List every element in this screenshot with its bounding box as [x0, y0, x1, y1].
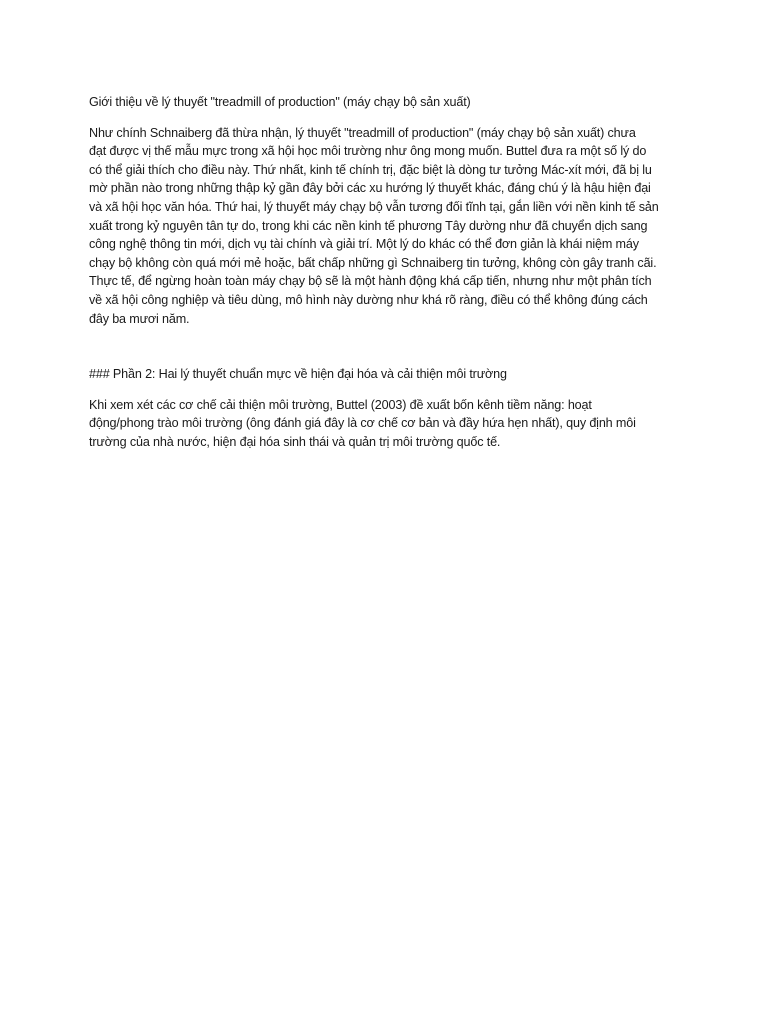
document-body	[89, 93, 687, 452]
section-spacer	[89, 328, 687, 365]
section-1-heading: Giới thiệu về lý thuyết "treadmill of production" (máy chạy bộ sản xuất)	[89, 95, 471, 109]
paragraph-line: động/phong trào môi trường (ông đánh giá đây là cơ chế cơ bản và đầy hứa hẹn nhất), quy định môi	[89, 416, 636, 431]
section-1-paragraph	[89, 124, 687, 329]
paragraph-line: Khi xem xét các cơ chế cải thiện môi trường, Buttel (2003) đề xuất bốn kênh tiềm năng: hoạt	[89, 397, 592, 412]
paragraph-line: mờ phần nào trong những thập kỷ gần đây bởi các xu hướng lý thuyết khác, đáng chú ý là hậu hiện đại	[89, 181, 651, 196]
paragraph-line: Thực tế, để ngừng hoàn toàn máy chạy bộ sẽ là một hành động khá cấp tiến, nhưng như một phân tích	[89, 274, 652, 289]
paragraph-line: trường của nhà nước, hiện đại hóa sinh thái và quản trị môi trường quốc tế.	[89, 434, 501, 449]
section-2-paragraph	[89, 396, 687, 452]
paragraph-line: và xã hội học văn hóa. Thứ hai, lý thuyết máy chạy bộ vẫn tương đối tĩnh tại, gắn liền với nền kinh tế sản	[89, 199, 659, 214]
paragraph-line: có thể giải thích cho điều này. Thứ nhất, kinh tế chính trị, đặc biệt là dòng tư tưởng Mác-xít mới, đã bị lu	[89, 162, 652, 177]
paragraph-line: đây ba mươi năm.	[89, 311, 190, 326]
paragraph-line: Như chính Schnaiberg đã thừa nhận, lý thuyết "treadmill of production" (máy chạy bộ sản xuất) chưa	[89, 125, 636, 140]
paragraph-line: đạt được vị thế mẫu mực trong xã hội học môi trường như ông mong muốn. Buttel đưa ra một số lý do	[89, 144, 647, 159]
paragraph-line: xuất trong kỷ nguyên tân tự do, trong khi các nền kinh tế phương Tây dường như đã chuyển dịch sang	[89, 218, 648, 233]
section-2-heading: ### Phần 2: Hai lý thuyết chuẩn mực về hiện đại hóa và cải thiện môi trường	[89, 367, 507, 382]
paragraph-line: về xã hội công nghiệp và tiêu dùng, mô hình này dường như khá rõ ràng, điều có thể không đúng cách	[89, 292, 648, 307]
paragraph-line: chạy bộ không còn quá mới mẻ hoặc, bất chấp những gì Schnaiberg tin tưởng, không còn gây tranh cãi.	[89, 255, 657, 270]
paragraph-line: công nghệ thông tin mới, dịch vụ tài chính và giải trí. Một lý do khác có thể đơn giản là khái niệm máy	[89, 237, 639, 252]
